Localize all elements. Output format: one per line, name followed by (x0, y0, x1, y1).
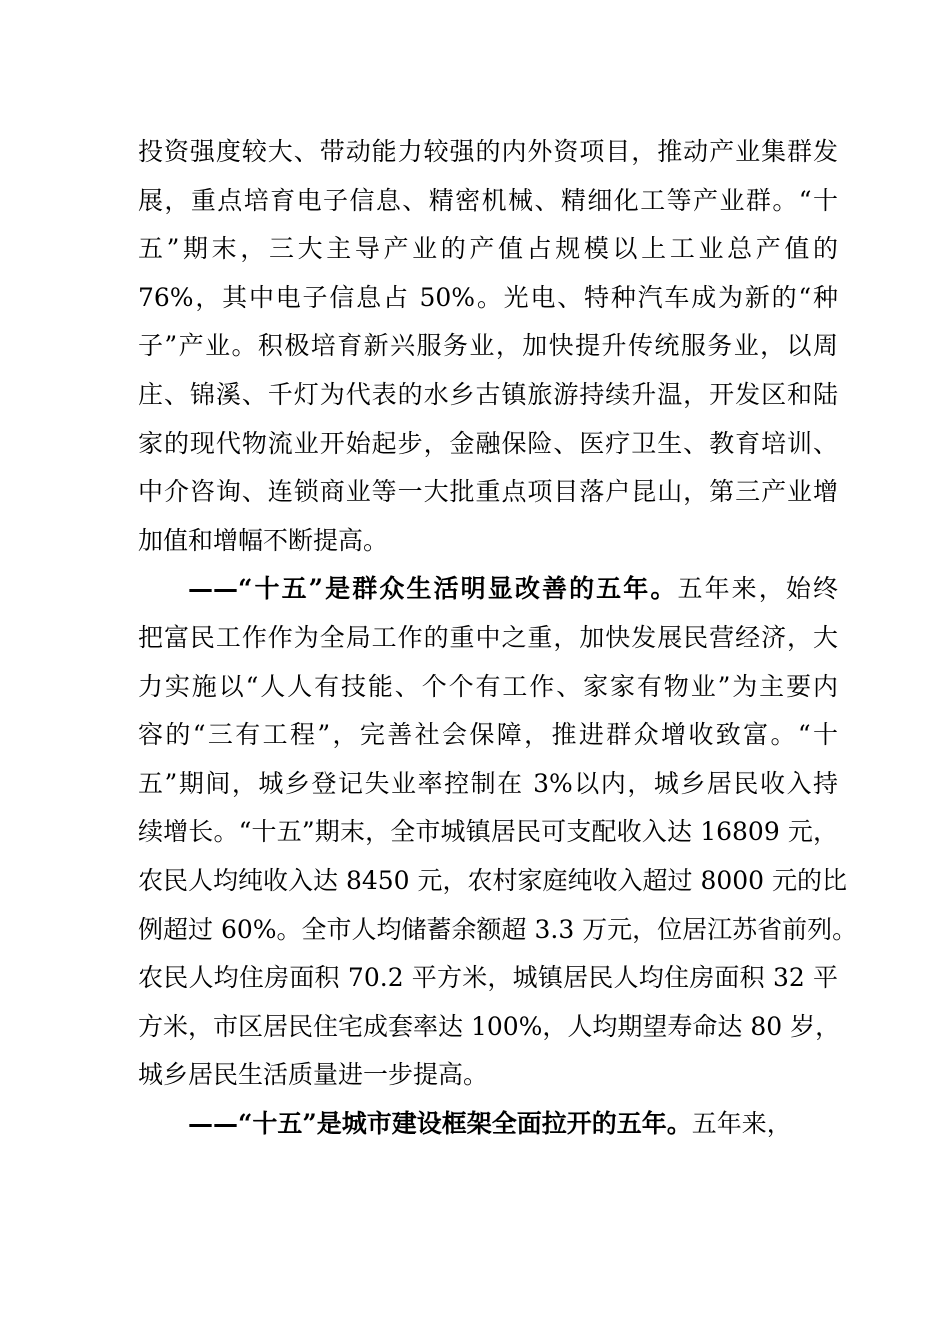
paragraph-line: 加值和增幅不断提高。 (138, 525, 389, 555)
paragraph-heading: ——“十五”是城市建设框架全面拉开的五年。 (188, 1108, 692, 1138)
paragraph-line: 五”期末，三大主导产业的产值占规模以上工业总产值的 (138, 234, 838, 264)
paragraph-line: 方米，市区居民住宅成套率达 100%，人均期望寿命达 80 岁， (138, 1011, 841, 1041)
body-text (138, 128, 858, 1148)
paragraph-line: 子”产业。积极培育新兴服务业，加快提升传统服务业，以周 (138, 331, 838, 361)
paragraph-line: 中介咨询、连锁商业等一大批重点项目落户昆山，第三产业增 (138, 477, 838, 507)
paragraph-line: 例超过 60%。全市人均储蓄余额超 3.3 万元，位居江苏省前列。 (138, 914, 858, 944)
paragraph-line: 农民人均住房面积 70.2 平方米，城镇居民人均住房面积 32 平 (138, 963, 838, 993)
paragraph-line: 农民人均纯收入达 8450 元，农村家庭纯收入超过 8000 元的比 (138, 865, 848, 895)
paragraph-line: 庄、锦溪、千灯为代表的水乡古镇旅游持续升温，开发区和陆 (138, 379, 838, 409)
paragraph-line: 续增长。“十五”期末，全市城镇居民可支配收入达 16809 元， (138, 817, 838, 847)
paragraph-line: 城乡居民生活质量进一步提高。 (138, 1060, 489, 1090)
paragraph-line: 76%，其中电子信息占 50%。光电、特种汽车成为新的“种 (138, 282, 838, 312)
paragraph-line: 容的“三有工程”，完善社会保障，推进群众增收致富。“十 (138, 720, 838, 750)
paragraph-heading: ——“十五”是群众生活明显改善的五年。 (188, 574, 678, 604)
paragraph-heading-line (138, 1100, 838, 1149)
paragraph-line: 投资强度较大、带动能力较强的内外资项目，推动产业集群发 (138, 137, 838, 166)
paragraph-line: 展，重点培育电子信息、精密机械、精细化工等产业群。“十 (138, 185, 838, 215)
paragraph-line: 力实施以“人人有技能、个个有工作、家家有物业”为主要内 (138, 671, 838, 701)
paragraph-line: 五”期间，城乡登记失业率控制在 3%以内，城乡居民收入持 (138, 768, 838, 798)
paragraph-line-rest: 五年来，始终 (677, 574, 838, 604)
paragraph-heading-line (138, 565, 838, 614)
paragraph-line: 家的现代物流业开始起步，金融保险、医疗卫生、教育培训、 (138, 428, 838, 458)
paragraph-line: 把富民工作作为全局工作的重中之重，加快发展民营经济，大 (138, 622, 838, 652)
paragraph-line-rest: 五年来， (691, 1108, 792, 1138)
